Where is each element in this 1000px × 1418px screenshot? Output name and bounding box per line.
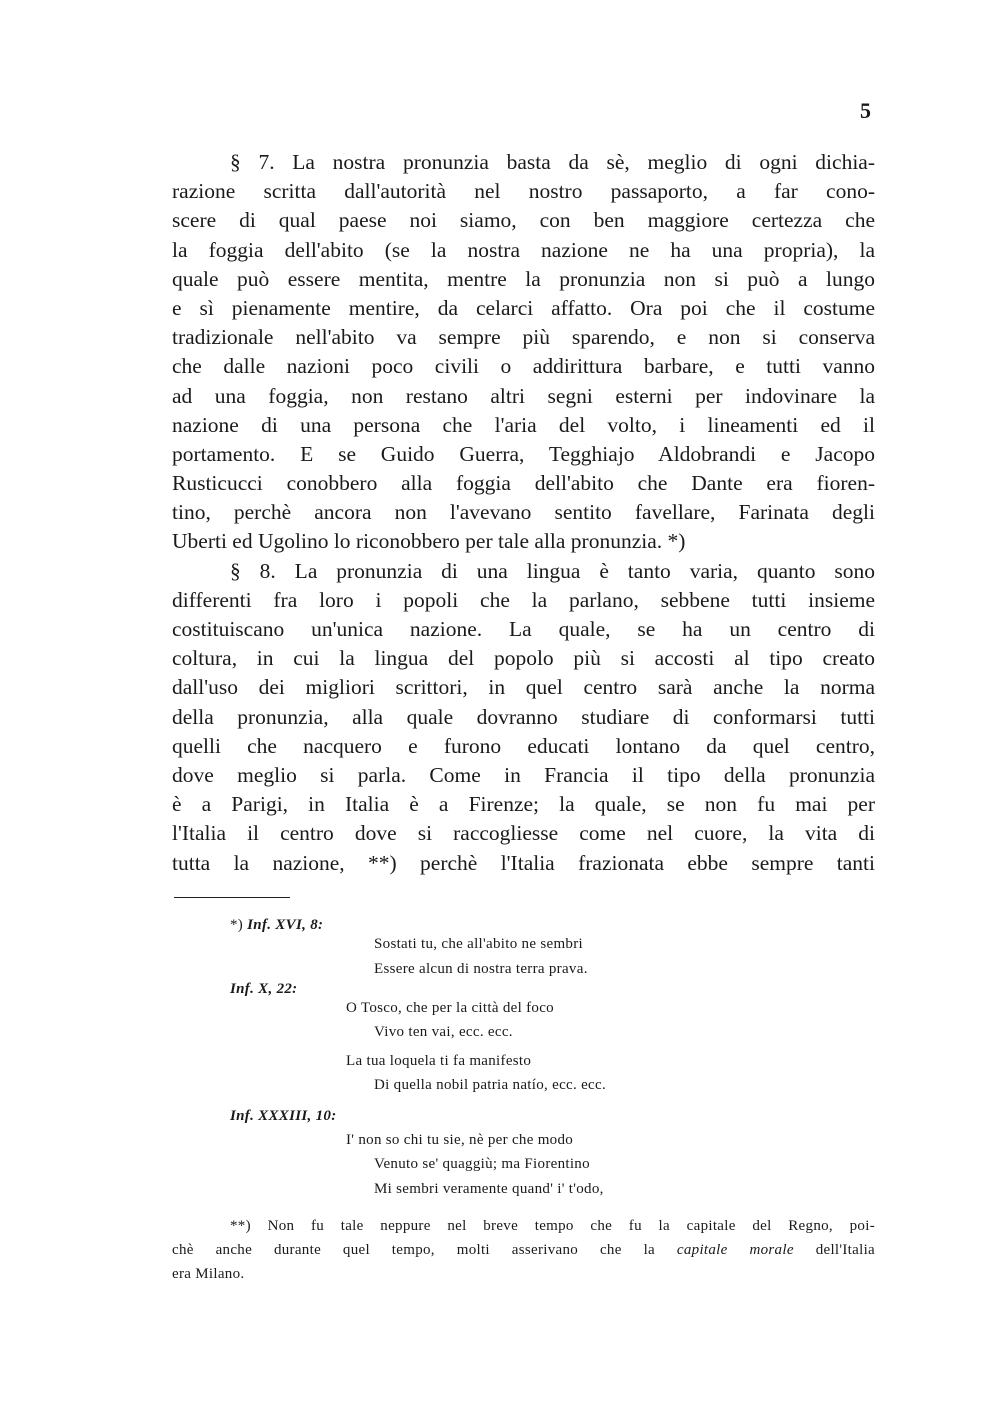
text-line: l'Italia il centro dove si raccogliesse come nel cuore, la vita di: [172, 821, 875, 846]
text-line: tutta la nazione, **) perchè l'Italia frazionata ebbe sempre tanti: [172, 850, 875, 875]
verse: Vivo ten vai, ecc. ecc.: [374, 1024, 513, 1040]
citation: Inf. XVI, 8:: [247, 917, 324, 933]
text-line: ad una foggia, non restano altri segni esterni per indovinare la: [172, 383, 875, 408]
citation: Inf. X, 22:: [230, 981, 298, 997]
text-line: scere di qual paese noi siamo, con ben maggiore certezza che: [172, 208, 875, 233]
verse: Mi sembri veramente quand' i' t'odo,: [374, 1181, 604, 1197]
verse: La tua loquela ti fa manifesto: [346, 1053, 532, 1069]
text-line: quelli che nacquero e furono educati lontano da quel centro,: [172, 733, 875, 758]
text-line: § 8. La pronunzia di una lingua è tanto varia, quanto sono: [230, 558, 875, 583]
text-line: dall'uso dei migliori scrittori, in quel centro sarà anche la norma: [172, 675, 875, 700]
verse: O Tosco, che per la città del foco: [346, 1000, 554, 1016]
text-line: § 7. La nostra pronunzia basta da sè, meglio di ogni dichia-: [230, 150, 875, 174]
verse: Sostati tu, che all'abito ne sembri: [374, 936, 583, 952]
text-line: la foggia dell'abito (se la nostra nazione ne ha una propria), la: [172, 237, 875, 262]
text-line: tradizionale nell'abito va sempre più sparendo, e non si conserva: [172, 325, 875, 350]
verse: Venuto se' quaggiù; ma Fiorentino: [374, 1156, 590, 1172]
text-line: razione scritta dall'autorità nel nostro passaporto, a far cono-: [172, 179, 875, 204]
text-line: della pronunzia, alla quale dovranno studiare di conformarsi tutti: [172, 704, 875, 729]
text-line: portamento. E se Guido Guerra, Tegghiajo Aldobrandi e Jacopo: [172, 441, 875, 466]
text-line: dove meglio si parla. Come in Francia il tipo della pronunzia: [172, 762, 875, 787]
text-line: nazione di una persona che l'aria del volto, i lineamenti ed il: [172, 412, 875, 437]
footnote-2: [172, 1214, 875, 1286]
footnote-1-ref-1: [230, 913, 323, 938]
verse: Di quella nobil patria natío, ecc. ecc.: [374, 1077, 607, 1093]
page-number: 5: [860, 98, 871, 123]
footnote-line: era Milano.: [172, 1266, 245, 1282]
footnote-text: dell'Italia: [815, 1242, 875, 1258]
text-line: Rusticucci conobbero alla foggia dell'abito che Dante era fioren-: [172, 471, 875, 496]
text-line: è a Parigi, in Italia è a Firenze; la quale, se non fu mai per: [172, 792, 875, 817]
text-line: differenti fra loro i popoli che la parlano, sebbene tutti insieme: [172, 587, 875, 612]
italic-phrase: capitale morale: [676, 1242, 794, 1258]
text-line: costituiscano un'unica nazione. La quale, se ha un centro di: [172, 617, 875, 641]
footnote-separator: [174, 897, 290, 898]
footnote-line: [172, 1238, 875, 1262]
text-line: Uberti ed Ugolino lo riconobbero per tale alla pronunzia. *): [172, 529, 686, 554]
text-line: che dalle nazioni poco civili o addirittura barbare, e tutti vanno: [172, 354, 875, 379]
footnote-marker: *): [230, 917, 244, 933]
citation: Inf. XXXIII, 10:: [230, 1108, 337, 1124]
text-line: tino, perchè ancora non l'avevano sentito favellare, Farinata degli: [172, 500, 875, 525]
text-line: quale può essere mentita, mentre la pronunzia non si può a lungo: [172, 266, 875, 291]
verse: I' non so chi tu sie, nè per che modo: [346, 1132, 574, 1148]
footnote-text: chè anche durante quel tempo, molti asserivano che la: [172, 1242, 655, 1258]
verse: Essere alcun di nostra terra prava.: [374, 961, 588, 977]
main-text: [172, 148, 875, 878]
footnote-line: **) Non fu tale neppure nel breve tempo che fu la capitale del Regno, poi-: [230, 1218, 875, 1234]
text-line: coltura, in cui la lingua del popolo più si accosti al tipo creato: [172, 646, 875, 671]
text-line: e sì pienamente mentire, da celarci affatto. Ora poi che il costume: [172, 295, 875, 320]
